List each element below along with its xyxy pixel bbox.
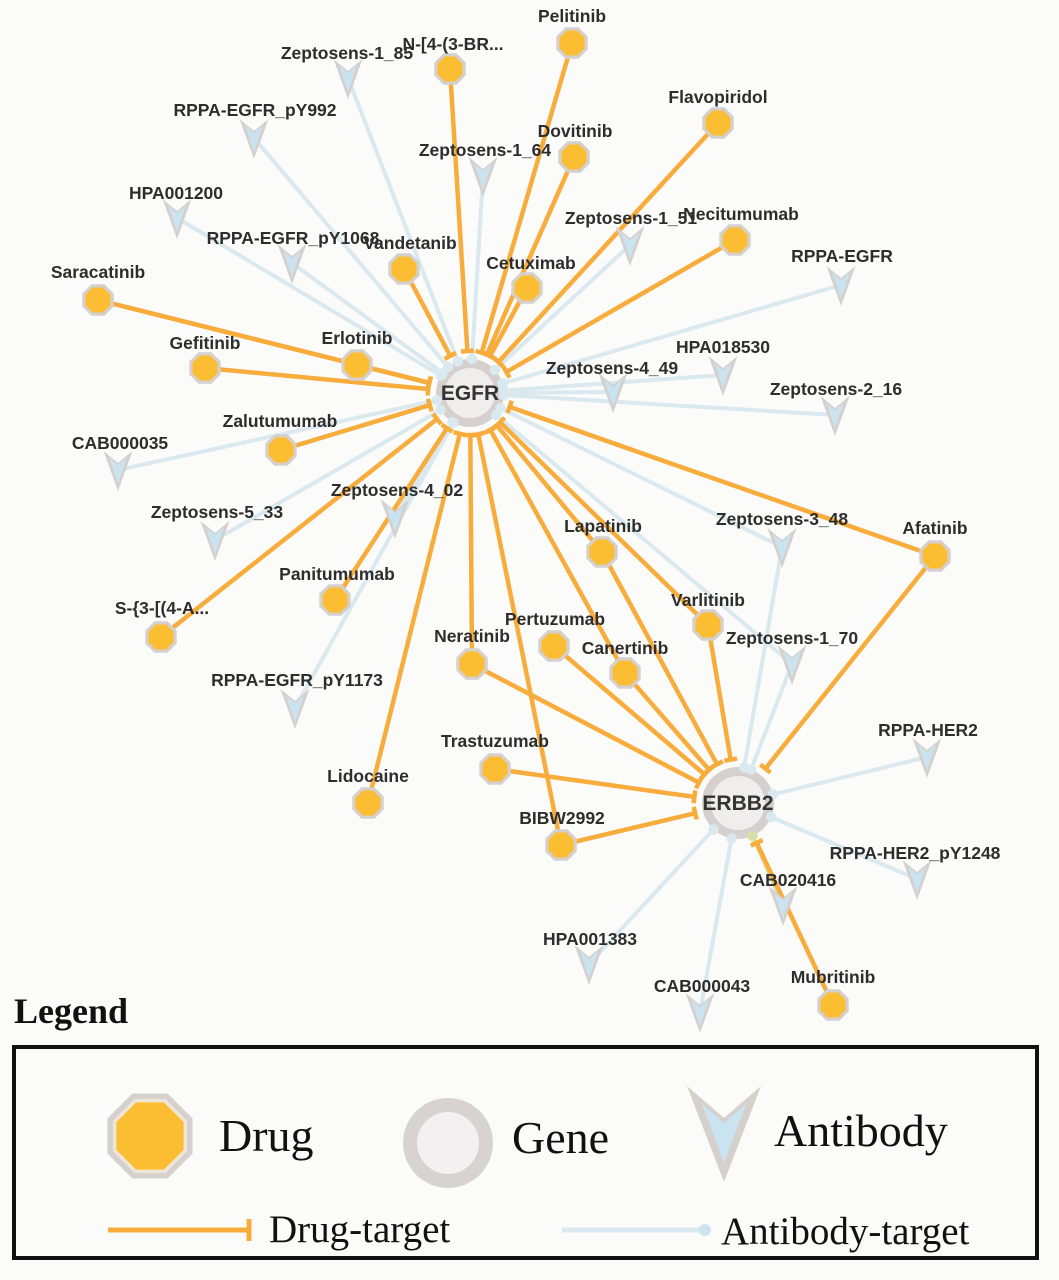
- drug-node-Gefitinib[interactable]: [189, 352, 220, 383]
- antibody-label-RPPA-HER2: RPPA-HER2: [878, 720, 978, 740]
- inhibition-tbar-cetuximab: [484, 353, 495, 359]
- antibody-node-HPA001200[interactable]: [163, 199, 192, 239]
- inhibition-tbar-bibw2992: [694, 807, 697, 820]
- antibody-label-Zeptosens-1_70: Zeptosens-1_70: [725, 628, 859, 648]
- drug-label-N-[4-(3-BR...: N-[4-(3-BR...: [402, 34, 504, 54]
- edge-dot-zeptosens-1_64: [467, 354, 477, 364]
- drug-target-edge-pelitinib-egfr: [482, 43, 572, 353]
- antibody-legend-icon: [682, 1082, 766, 1193]
- drug-node-Varlitinib[interactable]: [692, 609, 723, 640]
- drug-label-Pelitinib: Pelitinib: [537, 6, 607, 26]
- drug-label-Afatinib: Afatinib: [902, 518, 968, 538]
- antibody-label-RPPA-EGFR_pY1173: RPPA-EGFR_pY1173: [211, 670, 383, 690]
- drug-label-Panitumumab: Panitumumab: [279, 564, 395, 584]
- drug-label-Gefitinib: Gefitinib: [169, 333, 241, 353]
- antibody-node-CAB000035[interactable]: [104, 451, 133, 491]
- antibody-label-RPPA-EGFR_pY1068: RPPA-EGFR_pY1068: [206, 228, 380, 248]
- drug-label-S-{3-[(4-A...: S-{3-[(4-A...: [114, 598, 210, 618]
- drug-target-edge-sample: [104, 1214, 264, 1251]
- drug-legend-icon: [101, 1087, 199, 1190]
- drug-label-BIBW2992: BIBW2992: [519, 808, 605, 828]
- antibody-node-Zeptosens-1_70[interactable]: [778, 645, 807, 685]
- edge-dot-hpa001383: [708, 824, 718, 834]
- legend-drug-label: Drug: [219, 1110, 314, 1161]
- edge-dot-zeptosens-1_70: [746, 764, 756, 774]
- inhibition-tbar-necitumumab: [503, 366, 510, 377]
- gene-legend-icon: [402, 1097, 494, 1194]
- drug-node-Zalutumumab[interactable]: [265, 434, 296, 465]
- legend-title: Legend: [14, 991, 129, 1031]
- antibody-label-Zeptosens-1_64: Zeptosens-1_64: [418, 140, 552, 160]
- gene-label-EGFR: EGFR: [440, 382, 500, 405]
- drug-target-edge-gefitinib-egfr: [205, 368, 428, 389]
- legend-gene-label: Gene: [512, 1112, 610, 1163]
- antibody-target-edge-rppa-her2-erbb2: [773, 757, 927, 794]
- antibody-label-CAB000043: CAB000043: [653, 976, 751, 996]
- drug-label-Cetuximab: Cetuximab: [486, 253, 576, 273]
- drug-node-Flavopiridol[interactable]: [702, 107, 733, 138]
- drug-node-Pelitinib[interactable]: [556, 27, 587, 58]
- antibody-label-Zeptosens-4_49: Zeptosens-4_49: [545, 358, 679, 378]
- antibody-node-Zeptosens-1_51[interactable]: [616, 226, 645, 266]
- edge-dot-zeptosens-5_33: [435, 405, 445, 415]
- edge-dot-cab020416: [747, 831, 757, 841]
- drug-target-edge-canertinib-erbb2: [625, 673, 709, 770]
- drug-node-Necitumumab[interactable]: [719, 224, 750, 255]
- drug-label-Flavopiridol: Flavopiridol: [668, 87, 768, 107]
- antibody-target-edge-sample: [558, 1215, 718, 1250]
- drug-node-Cetuximab[interactable]: [511, 272, 542, 303]
- drug-label-Vandetanib: Vandetanib: [363, 233, 457, 253]
- antibody-label-HPA001200: HPA001200: [128, 183, 224, 203]
- antibody-node-Zeptosens-1_85[interactable]: [334, 59, 363, 99]
- legend-antibody-target-label: Antibody-target: [721, 1210, 970, 1253]
- drug-label-Pertuzumab: Pertuzumab: [504, 609, 606, 629]
- drug-node-Erlotinib[interactable]: [341, 349, 372, 380]
- gene-label-ERBB2: ERBB2: [702, 792, 774, 815]
- inhibition-tbar-n4-3br: [461, 351, 474, 352]
- inhibition-tbar-varlitinib: [724, 759, 737, 761]
- antibody-label-RPPA-HER2_pY1248: RPPA-HER2_pY1248: [829, 843, 1001, 863]
- labels-layer: [51, 6, 1001, 996]
- drug-label-Necitumumab: Necitumumab: [683, 204, 799, 224]
- drug-node-Dovitinib[interactable]: [558, 141, 589, 172]
- drug-label-Lapatinib: Lapatinib: [564, 516, 642, 536]
- edge-dot-zeptosens-1_70: [491, 410, 501, 420]
- antibody-node-RPPA-HER2_pY1248[interactable]: [903, 860, 932, 900]
- edge-dot-rppa-egfr_py1173: [448, 418, 458, 428]
- drug-node-Saracatinib[interactable]: [82, 284, 113, 315]
- drug-node-Panitumumab[interactable]: [319, 584, 350, 615]
- drug-node-S-{3-[(4-A...[interactable]: [145, 621, 176, 652]
- antibody-label-RPPA-EGFR_pY992: RPPA-EGFR_pY992: [173, 100, 337, 120]
- drug-label-Zalutumumab: Zalutumumab: [222, 411, 338, 431]
- drug-label-Varlitinib: Varlitinib: [671, 590, 745, 610]
- drug-label-Canertinib: Canertinib: [581, 638, 669, 658]
- drug-node-Trastuzumab[interactable]: [479, 753, 510, 784]
- drug-node-Pertuzumab[interactable]: [538, 630, 569, 661]
- drug-node-Vandetanib[interactable]: [388, 253, 419, 284]
- inhibition-tbar-trastuzumab: [694, 790, 696, 803]
- drug-label-Trastuzumab: Trastuzumab: [441, 731, 549, 751]
- antibody-target-edge-zeptosens-4_49-egfr: [504, 392, 613, 393]
- antibody-node-RPPA-EGFR_pY1068[interactable]: [278, 244, 307, 284]
- drug-target-edge-trastuzumab-erbb2: [495, 769, 694, 797]
- antibody-label-Zeptosens-4_02: Zeptosens-4_02: [330, 480, 464, 500]
- drug-node-Neratinib[interactable]: [456, 648, 487, 679]
- inhibition-tbar-bibw2992: [472, 433, 485, 436]
- antibody-label-HPA001383: HPA001383: [542, 929, 638, 949]
- edge-dot-zeptosens-1_51: [490, 365, 500, 375]
- edge-dot-zeptosens-2_16: [499, 390, 509, 400]
- drug-label-Saracatinib: Saracatinib: [50, 262, 146, 282]
- edge-dot-cab000043: [726, 833, 736, 843]
- antibody-label-Zeptosens-2_16: Zeptosens-2_16: [769, 379, 903, 399]
- edge-dot-rppa-egfr_py1068: [437, 368, 447, 378]
- inhibition-tbar-canertinib: [485, 427, 496, 433]
- drug-label-Dovitinib: Dovitinib: [537, 121, 613, 141]
- antibody-node-Zeptosens-1_64[interactable]: [469, 157, 498, 197]
- drug-node-Lidocaine[interactable]: [352, 787, 383, 818]
- drug-node-N-[4-(3-BR...[interactable]: [434, 53, 465, 84]
- drug-label-Erlotinib: Erlotinib: [321, 328, 393, 348]
- drug-node-Afatinib[interactable]: [919, 540, 950, 571]
- legend-antibody-label: Antibody: [774, 1105, 948, 1156]
- antibody-label-Zeptosens-1_51: Zeptosens-1_51: [564, 208, 698, 228]
- antibody-label-Zeptosens-3_48: Zeptosens-3_48: [715, 509, 849, 529]
- drug-target-edge-n4-3br-egfr: [450, 69, 467, 351]
- antibody-label-CAB000035: CAB000035: [71, 433, 169, 453]
- drug-node-BIBW2992[interactable]: [545, 829, 576, 860]
- drug-label-Lidocaine: Lidocaine: [327, 766, 409, 786]
- inhibition-tbar-lidocaine: [454, 432, 467, 435]
- antibody-label-RPPA-EGFR: RPPA-EGFR: [791, 246, 893, 266]
- legend-box: [12, 1045, 1039, 1260]
- antibody-node-RPPA-EGFR_pY1173[interactable]: [281, 689, 310, 729]
- antibody-label-HPA018530: HPA018530: [675, 337, 771, 357]
- antibody-target-edge-zeptosens-1_85-egfr: [348, 78, 458, 361]
- antibody-label-Zeptosens-1_85: Zeptosens-1_85: [280, 43, 414, 63]
- inhibition-tbar-erlotinib: [428, 377, 431, 390]
- drug-label-Neratinib: Neratinib: [434, 626, 510, 646]
- antibody-node-HPA001383[interactable]: [575, 945, 604, 985]
- antibody-node-CAB000043[interactable]: [686, 993, 715, 1033]
- antibody-label-Zeptosens-5_33: Zeptosens-5_33: [150, 502, 284, 522]
- drug-node-Mubritinib[interactable]: [817, 989, 848, 1020]
- legend-drug-target-label: Drug-target: [269, 1208, 451, 1251]
- antibody-target-edge-zeptosens-1_64-egfr: [472, 176, 483, 359]
- drug-node-Canertinib[interactable]: [609, 657, 640, 688]
- drug-label-Mubritinib: Mubritinib: [790, 967, 876, 987]
- antibody-label-CAB020416: CAB020416: [739, 870, 837, 890]
- edge-dot-zeptosens-1_85: [453, 356, 463, 366]
- antibody-node-Zeptosens-5_33[interactable]: [201, 521, 230, 561]
- drug-node-Lapatinib[interactable]: [586, 536, 617, 567]
- antibody-node-Zeptosens-3_48[interactable]: [768, 528, 797, 568]
